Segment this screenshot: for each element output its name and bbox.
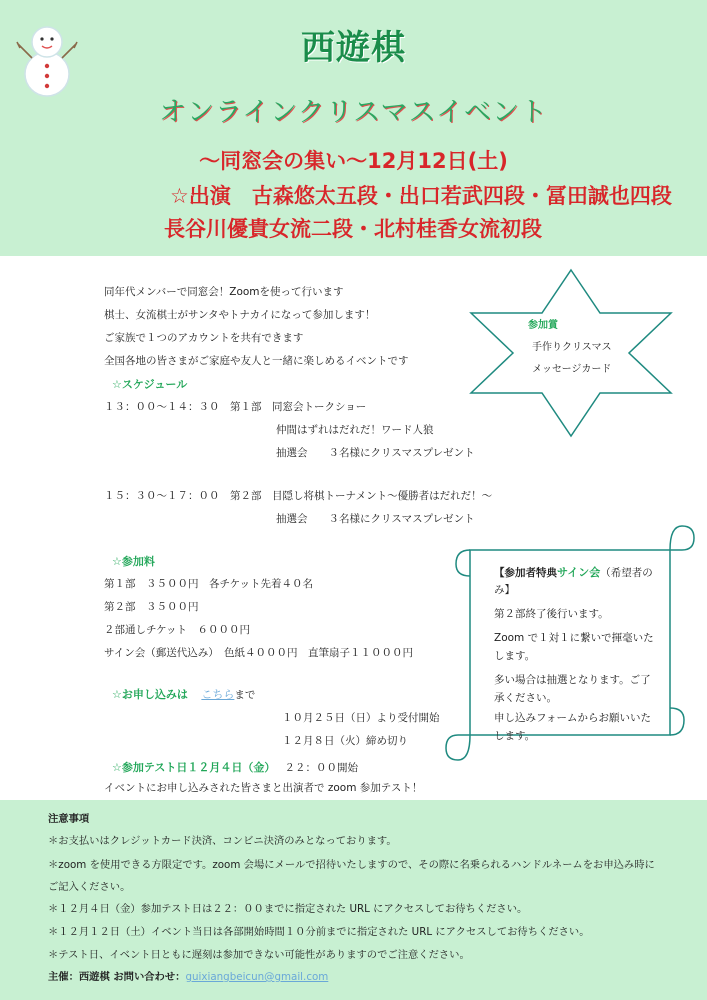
benefit-title-cont: み】 (494, 584, 515, 596)
benefit-line: します。 (494, 650, 536, 662)
prize-line: 手作りクリスマス (532, 342, 612, 353)
test-heading (112, 756, 358, 775)
benefit-line: 第２部終了後行います。 (494, 608, 609, 620)
star-frame-icon (466, 268, 676, 438)
benefit-line: 多い場合は抽選となります。ご了 (494, 674, 651, 686)
notes-heading: 注意事項 (48, 813, 90, 825)
apply-heading (112, 686, 255, 702)
schedule-part1: １３：００〜１４：３０ 第１部 同窓会トークショー (104, 401, 367, 413)
contact-email-link[interactable]: guixiangbeicun@gmail.com (185, 971, 329, 983)
intro-line: 棋士、女流棋士がサンタやトナカイになって参加します！ (104, 309, 376, 321)
fee-item: ２部通しチケット ６０００円 (104, 624, 251, 636)
prize-line: メッセージカード (532, 364, 612, 375)
benefit-title-pre: 【参加者特典 (494, 567, 557, 579)
organizer-label: 主催：西遊棋 お問い合わせ： (48, 971, 186, 983)
benefit-line: Zoom で１対１に繋いで揮毫いた (494, 632, 654, 644)
intro-line: 同年代メンバーで同窓会！Zoomを使って行います (104, 286, 344, 298)
test-description: イベントにお申し込みされた皆さまと出演者で zoom 参加テスト！ (104, 782, 423, 794)
benefit-line: します。 (494, 730, 536, 742)
benefit-line: 申し込みフォームからお願いいた (494, 712, 651, 724)
test-time: ２２：００開始 (284, 762, 359, 774)
scroll-frame-icon (440, 520, 698, 770)
benefit-title-post: （希望者の (600, 567, 653, 579)
fee-item: 第２部 ３５００円 (104, 601, 199, 613)
benefit-title-highlight: サイン会 (557, 566, 601, 579)
apply-heading-label: ☆お申し込みは (112, 688, 188, 701)
benefit-scroll (440, 520, 698, 770)
schedule-part2-item: 抽選会 ３名様にクリスマスプレゼント (276, 513, 475, 525)
schedule-part1-item: 抽選会 ３名様にクリスマスプレゼント (276, 447, 475, 459)
intro-line: ご家族で１つのアカウントを共有できます (104, 332, 304, 344)
fee-item: サイン会（郵送代込み） 色紙４０００円 直筆扇子１１０００円 (104, 647, 414, 659)
apply-link[interactable]: こちら (201, 688, 235, 701)
organizer-line (48, 968, 328, 983)
intro-line: 全国各地の皆さまがご家庭や友人と一緒に楽しめるイベントです (104, 355, 409, 367)
note-item: ご記入ください。 (48, 881, 131, 893)
note-item: ＊お支払いはクレジットカード決済、コンビニ決済のみとなっております。 (48, 835, 397, 847)
performers-line-1: ☆出演 古森悠太五段・出口若武四段・冨田誠也四段 (170, 184, 672, 208)
note-item: ＊zoom を使用できる方限定です。zoom 会場にメールで招待いたしますので、その際に名乗られるハンドルネームをお申込み時に (48, 859, 655, 871)
fee-item: 第１部 ３５００円 各チケット先着４０名 (104, 578, 314, 590)
prize-star (466, 268, 676, 438)
note-item: ＊１２月１２日（土）イベント当日は各部開始時間１０分前までに指定された URL にアクセスしてお待ちください。 (48, 926, 590, 938)
fees-heading: ☆参加料 (112, 555, 155, 568)
brand-title: 西遊棋 (301, 28, 406, 68)
schedule-part2: １５：３０〜１７：００ 第２部 目隠し将棋トーナメント〜優勝者はだれだ！〜 (104, 490, 493, 502)
note-item: ＊１２月４日（金）参加テスト日は２２：００までに指定された URL にアクセスしてお待ちください。 (48, 903, 528, 915)
event-title: オンラインクリスマスイベント (158, 97, 549, 128)
apply-heading-suffix: まで (234, 689, 256, 701)
benefit-title (494, 564, 653, 580)
prize-title: 参加賞 (528, 320, 558, 331)
benefit-line: 承ください。 (494, 692, 557, 704)
apply-start: １０月２５日（日）より受付開始 (282, 712, 440, 724)
apply-end: １２月８日（火）締め切り (282, 735, 408, 747)
schedule-part1-item: 仲間はずれはだれだ！ワード人狼 (276, 424, 434, 436)
note-item: ＊テスト日、イベント日ともに遅刻は参加できない可能性がありますのでご注意ください。 (48, 949, 470, 961)
test-heading-label: ☆参加テスト日１２月４日（金） (112, 761, 276, 774)
event-subtitle: 〜同窓会の集い〜12月12日(土) (199, 149, 508, 173)
schedule-heading: ☆スケジュール (112, 378, 188, 391)
performers-line-2: 長谷川優貴女流二段・北村桂香女流初段 (164, 217, 542, 241)
